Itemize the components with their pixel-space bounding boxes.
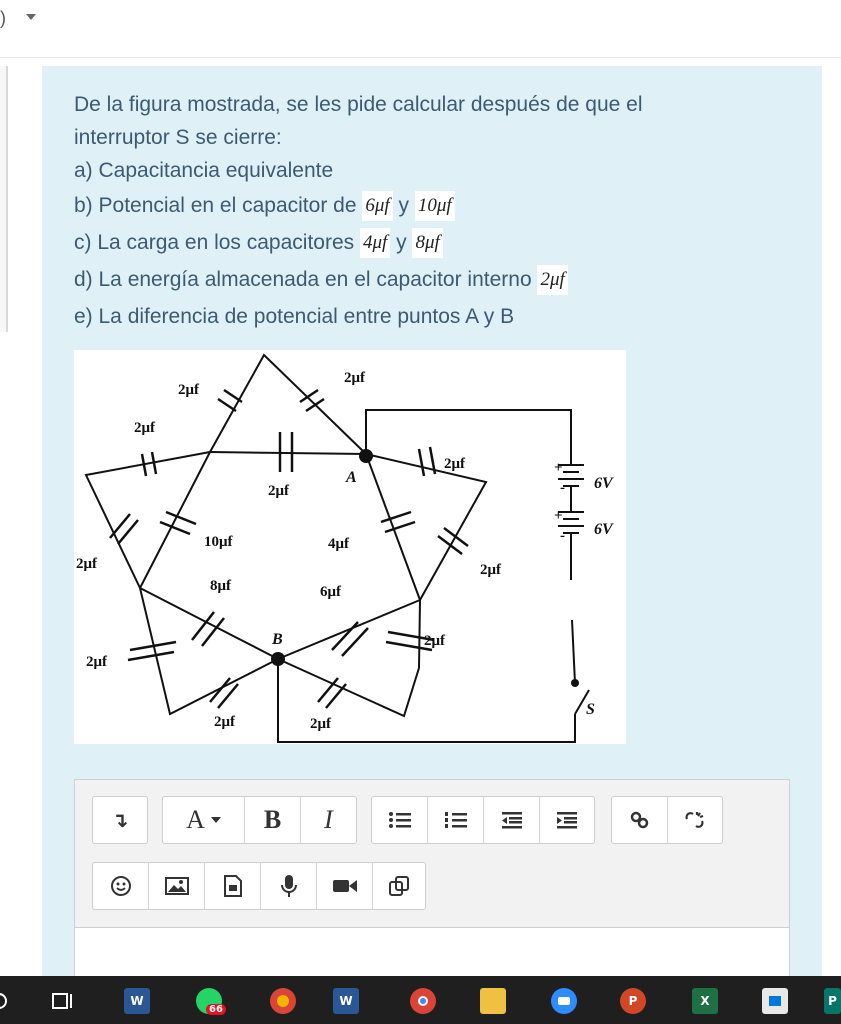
label-c-outer-left-upper: 2μf (134, 420, 155, 436)
circuit-figure (74, 350, 626, 744)
chrome-profile-icon[interactable] (270, 988, 296, 1014)
powerpoint-icon[interactable]: P (620, 988, 646, 1014)
math-8uf: 8μf (412, 228, 442, 258)
word-icon-2[interactable]: W (333, 988, 359, 1014)
image-icon (165, 876, 189, 896)
text-editor (74, 779, 790, 979)
excel-icon[interactable]: X (692, 988, 718, 1014)
numbered-list-button[interactable] (428, 797, 484, 843)
copy-button[interactable] (373, 863, 425, 909)
question-intro-line2: interruptor S se cierre: (74, 126, 282, 149)
outdent-button[interactable] (484, 797, 540, 843)
record-audio-button[interactable] (261, 863, 317, 909)
question-text (74, 88, 774, 335)
indent-button[interactable] (540, 797, 594, 843)
numbered-list-icon (444, 810, 468, 830)
label-c-bottom-left: 2μf (214, 714, 235, 730)
file-media-icon (223, 875, 243, 897)
link-button[interactable] (612, 797, 668, 843)
question-item-a: a) Capacitancia equivalente (74, 159, 334, 182)
word-icon[interactable]: W (124, 988, 150, 1014)
label-c-6: 6μf (320, 584, 341, 600)
node-a-dot (359, 449, 373, 463)
label-c-top-left: 2μf (178, 382, 199, 398)
toolbar-group-format (162, 796, 357, 844)
label-c-bottom-right: 2μf (310, 716, 331, 732)
microphone-icon (280, 874, 298, 898)
label-battery-1: 6V (594, 475, 613, 492)
question-item-b (74, 187, 774, 224)
label-battery-2: 6V (594, 521, 613, 538)
top-bar (0, 0, 841, 58)
chevron-down-icon[interactable] (26, 14, 36, 20)
left-panel-edge (0, 66, 8, 332)
question-item-b-mid: y (392, 194, 415, 217)
label-battery-2-minus: - (560, 528, 565, 544)
label-c-left: 2μf (76, 556, 97, 572)
folder-icon[interactable] (480, 988, 506, 1014)
math-10uf: 10μf (415, 191, 455, 221)
question-item-c-text: c) La carga en los capacitores (74, 231, 360, 254)
indent-icon (555, 810, 579, 830)
media-button[interactable] (205, 863, 261, 909)
bullet-list-icon (388, 810, 412, 830)
label-c-8: 8μf (210, 578, 231, 594)
zoom-icon[interactable] (551, 988, 577, 1014)
publisher-icon[interactable]: P (824, 988, 841, 1014)
label-node-b: B (272, 631, 283, 648)
font-color-label: A (186, 805, 205, 834)
unlink-icon (683, 810, 707, 830)
copy-icon (388, 875, 410, 897)
whatsapp-badge: 66 (206, 1004, 226, 1015)
label-c-right-lower: 2μf (424, 633, 445, 649)
chevron-down-icon (211, 817, 221, 823)
question-item-c-mid: y (390, 231, 413, 254)
link-icon (628, 810, 652, 830)
bullet-list-button[interactable] (372, 797, 428, 843)
toolbar-group-expand (92, 796, 148, 844)
math-4uf: 4μf (360, 228, 390, 258)
label-c-left-lower: 2μf (86, 654, 107, 670)
circuit-diagram (74, 350, 626, 744)
label-c-right: 2μf (480, 562, 501, 578)
label-c-right-upper: 2μf (444, 456, 465, 472)
whatsapp-icon[interactable] (196, 988, 222, 1014)
label-c-top-right: 2μf (344, 370, 365, 386)
smiley-icon (110, 875, 132, 897)
image-button[interactable] (149, 863, 205, 909)
unlink-button[interactable] (668, 797, 722, 843)
toolbar-group-lists (371, 796, 595, 844)
math-2uf: 2μf (537, 265, 567, 295)
label-switch: S (586, 701, 595, 718)
store-icon[interactable] (762, 988, 788, 1014)
question-item-b-text: b) Potencial en el capacitor de (74, 194, 363, 217)
label-battery-2-plus: + (554, 508, 563, 524)
math-6uf: 6μf (362, 191, 392, 221)
label-node-a: A (346, 469, 357, 486)
label-c-inner-top: 2μf (268, 483, 289, 499)
toolbar-group-links (611, 796, 723, 844)
video-camera-icon (332, 877, 358, 895)
outdent-icon (500, 810, 524, 830)
capacitor-plates (110, 390, 468, 708)
node-b-dot (271, 652, 285, 666)
question-item-c (74, 224, 774, 261)
record-video-button[interactable] (317, 863, 373, 909)
label-battery-1-minus: - (560, 480, 565, 496)
italic-button[interactable]: I (324, 805, 333, 834)
label-c-10: 10μf (204, 534, 233, 550)
question-intro-line1: De la figura mostrada, se les pide calcular después de que el (74, 93, 643, 116)
question-item-d (74, 261, 774, 298)
top-bar-fragment: ) (0, 8, 6, 28)
search-icon[interactable] (0, 988, 12, 1014)
expand-toolbar-button[interactable]: ↴ (111, 808, 129, 832)
label-c-4: 4μf (328, 536, 349, 552)
task-view-icon[interactable] (50, 988, 76, 1014)
label-battery-1-plus: + (554, 460, 563, 476)
toolbar-group-media (92, 862, 426, 910)
question-item-e: e) La diferencia de potencial entre puntos A y B (74, 305, 515, 328)
question-item-d-text: d) La energía almacenada en el capacitor interno (74, 268, 538, 291)
chrome-icon[interactable] (410, 988, 436, 1014)
emoji-button[interactable] (93, 863, 149, 909)
font-color-button[interactable] (163, 797, 245, 843)
bold-button[interactable]: B (245, 797, 301, 843)
taskbar (0, 976, 841, 1024)
